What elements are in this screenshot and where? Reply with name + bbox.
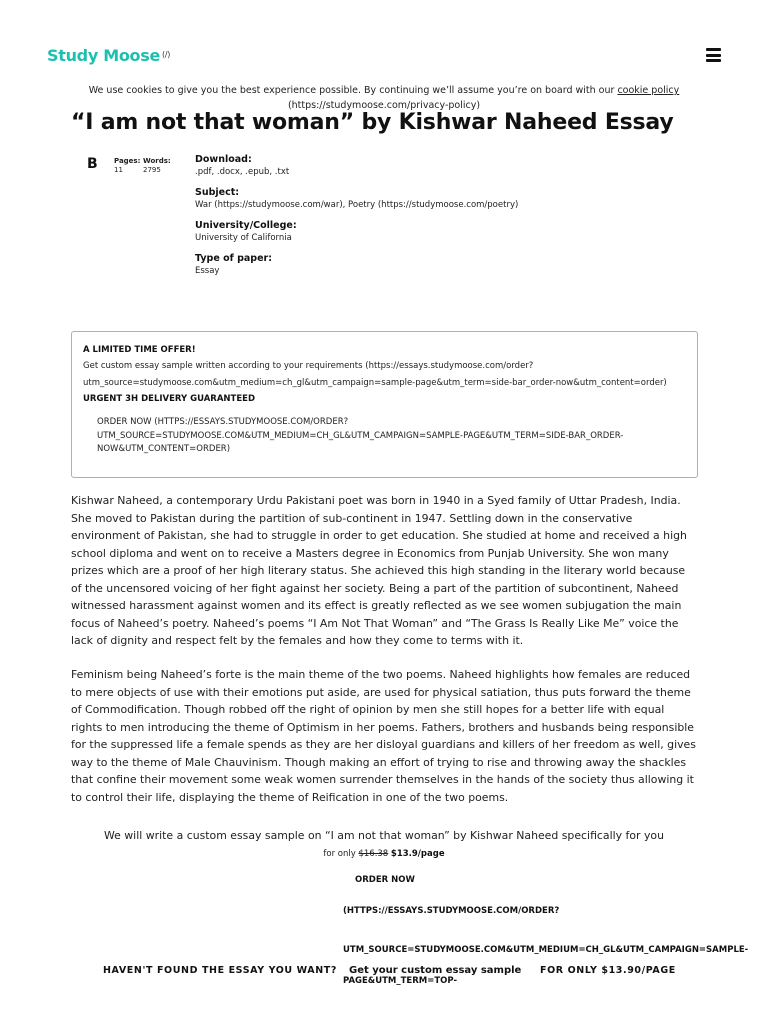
- offer-title: A LIMITED TIME OFFER!: [83, 345, 196, 355]
- words-label: Words:: [143, 157, 171, 165]
- essay-paragraph-1: Kishwar Naheed, a contemporary Urdu Pakistani poet was born in 1940 in a Syed family of Uttar Pradesh, India. She moved to Pakistan during the partition of sub-continent in 1947. Settling down in the conservative environment of Pakistan, she had to struggle in order to get education. She studied at home and received a high school diploma and went on to receive a Masters degree in Economics from Punjab University. She won many prizes which are a proof of her high literary status. She achieved this high standing in the literary world because of the uncensored voicing of her fight against her society. Being a part of the partition of subcontinent, Naheed witnessed harassment against women and its effect is greatly reflected as we see women subjugation the main focus of Naheed’s poetry. Naheed’s poems “I Am Not That Woman” and “The Grass Is Really Like Me” voice the lack of dignity and respect felt by the females and how they come to terms with it.: [71, 494, 687, 647]
- logo[interactable]: [47, 46, 170, 65]
- university-block: [195, 220, 595, 245]
- page-title: “I am not that woman” by Kishwar Naheed Essay: [71, 110, 674, 135]
- type-block: [195, 253, 595, 278]
- pages-count: [114, 157, 140, 175]
- essay-paragraph-2: Feminism being Naheed’s forte is the main theme of the two poems. Naheed highlights how females are reduced to mere objects of use with their emotions put aside, are used for physical satiation, thus puts forward the theme of Commodification. Though robbed off the right of opinion by men she still hopes for a better life with equal rights to men introducing the theme of Optimism in her poems. Fathers, brothers and husbands being responsible for the suppressed life a female spends as they are her disloyal guardians and killers of her freedom as well, gives way to the theme of Male Chauvinism. Though making an effort of trying to rise and throwing away the shackles that confine their movement some weak women surrender themselves in the hands of the society thus allowing it to control their life, displaying the theme of Reification in one of the two poems.: [71, 668, 696, 804]
- subject-links[interactable]: War (https://studymoose.com/war), Poetry (https://studymoose.com/poetry): [195, 200, 519, 210]
- offer-link[interactable]: Get custom essay sample written according to your requirements (https://essays.studymoose.com/order?utm_source=studymoose.com&utm_medium=ch_gl&utm_campaign=sample-page&utm_term=side-bar_order-now&utm_content=order): [83, 361, 667, 388]
- cookie-text: We use cookies to give you the best experience possible. By continuing we’ll assume you’re on board with our: [88, 85, 618, 96]
- order-url-line-3[interactable]: PAGE&UTM_TERM=TOP-: [343, 976, 457, 986]
- logo-link[interactable]: (/): [162, 50, 171, 59]
- download-formats[interactable]: .pdf, .docx, .epub, .txt: [195, 167, 290, 177]
- cta-text: We will write a custom essay sample on “I am not that woman” by Kishwar Naheed specifically for you: [103, 829, 664, 842]
- new-price: $13.9/page: [390, 849, 445, 859]
- type-value: Essay: [195, 266, 220, 276]
- pages-value: 11: [114, 166, 123, 174]
- hamburger-menu-icon[interactable]: [706, 48, 721, 62]
- bottom-bar-price: FOR ONLY $13.90/PAGE: [540, 965, 676, 976]
- words-count: [143, 157, 171, 175]
- pages-label: Pages:: [114, 157, 141, 165]
- cookie-policy-link[interactable]: cookie policy: [617, 85, 680, 96]
- bottom-bar-cta[interactable]: Get your custom essay sample: [349, 965, 522, 976]
- cookie-policy-url[interactable]: (https://studymoose.com/privacy-policy): [287, 100, 481, 111]
- cookie-notice: [60, 83, 708, 113]
- essay-grade-badge: B: [87, 156, 98, 172]
- subject-label: Subject:: [195, 187, 240, 198]
- limited-offer-box: [71, 331, 698, 478]
- logo-text[interactable]: Study Moose: [47, 46, 160, 65]
- download-block: [195, 154, 595, 179]
- site-header: [0, 0, 768, 80]
- university-value: University of California: [195, 233, 292, 243]
- offer-order-now-link[interactable]: ORDER NOW (HTTPS://ESSAYS.STUDYMOOSE.COM/ORDER?UTM_SOURCE=STUDYMOOSE.COM&UTM_MEDIUM=CH_GL&UTM_CAMPAIGN=SAMPLE-PAGE&UTM_TERM=SIDE-BAR_ORDER-NOW&UTM_CONTENT=ORDER): [97, 417, 624, 454]
- type-label: Type of paper:: [195, 253, 273, 264]
- university-label: University/College:: [195, 220, 297, 231]
- order-url-line-1[interactable]: (HTTPS://ESSAYS.STUDYMOOSE.COM/ORDER?: [343, 906, 560, 916]
- order-url-line-2[interactable]: UTM_SOURCE=STUDYMOOSE.COM&UTM_MEDIUM=CH_GL&UTM_CAMPAIGN=SAMPLE-: [343, 945, 749, 955]
- bottom-bar-question: HAVEN'T FOUND THE ESSAY YOU WANT?: [103, 965, 337, 976]
- price-line: [71, 849, 697, 859]
- order-now-link[interactable]: ORDER NOW: [355, 875, 415, 885]
- old-price: $16.38: [358, 849, 389, 859]
- offer-urgent: URGENT 3H DELIVERY GUARANTEED: [83, 394, 256, 404]
- essay-meta: [195, 154, 595, 286]
- download-label: Download:: [195, 154, 252, 165]
- for-only-label: for only: [323, 849, 359, 859]
- subject-block: [195, 187, 595, 212]
- words-value: 2795: [143, 166, 161, 174]
